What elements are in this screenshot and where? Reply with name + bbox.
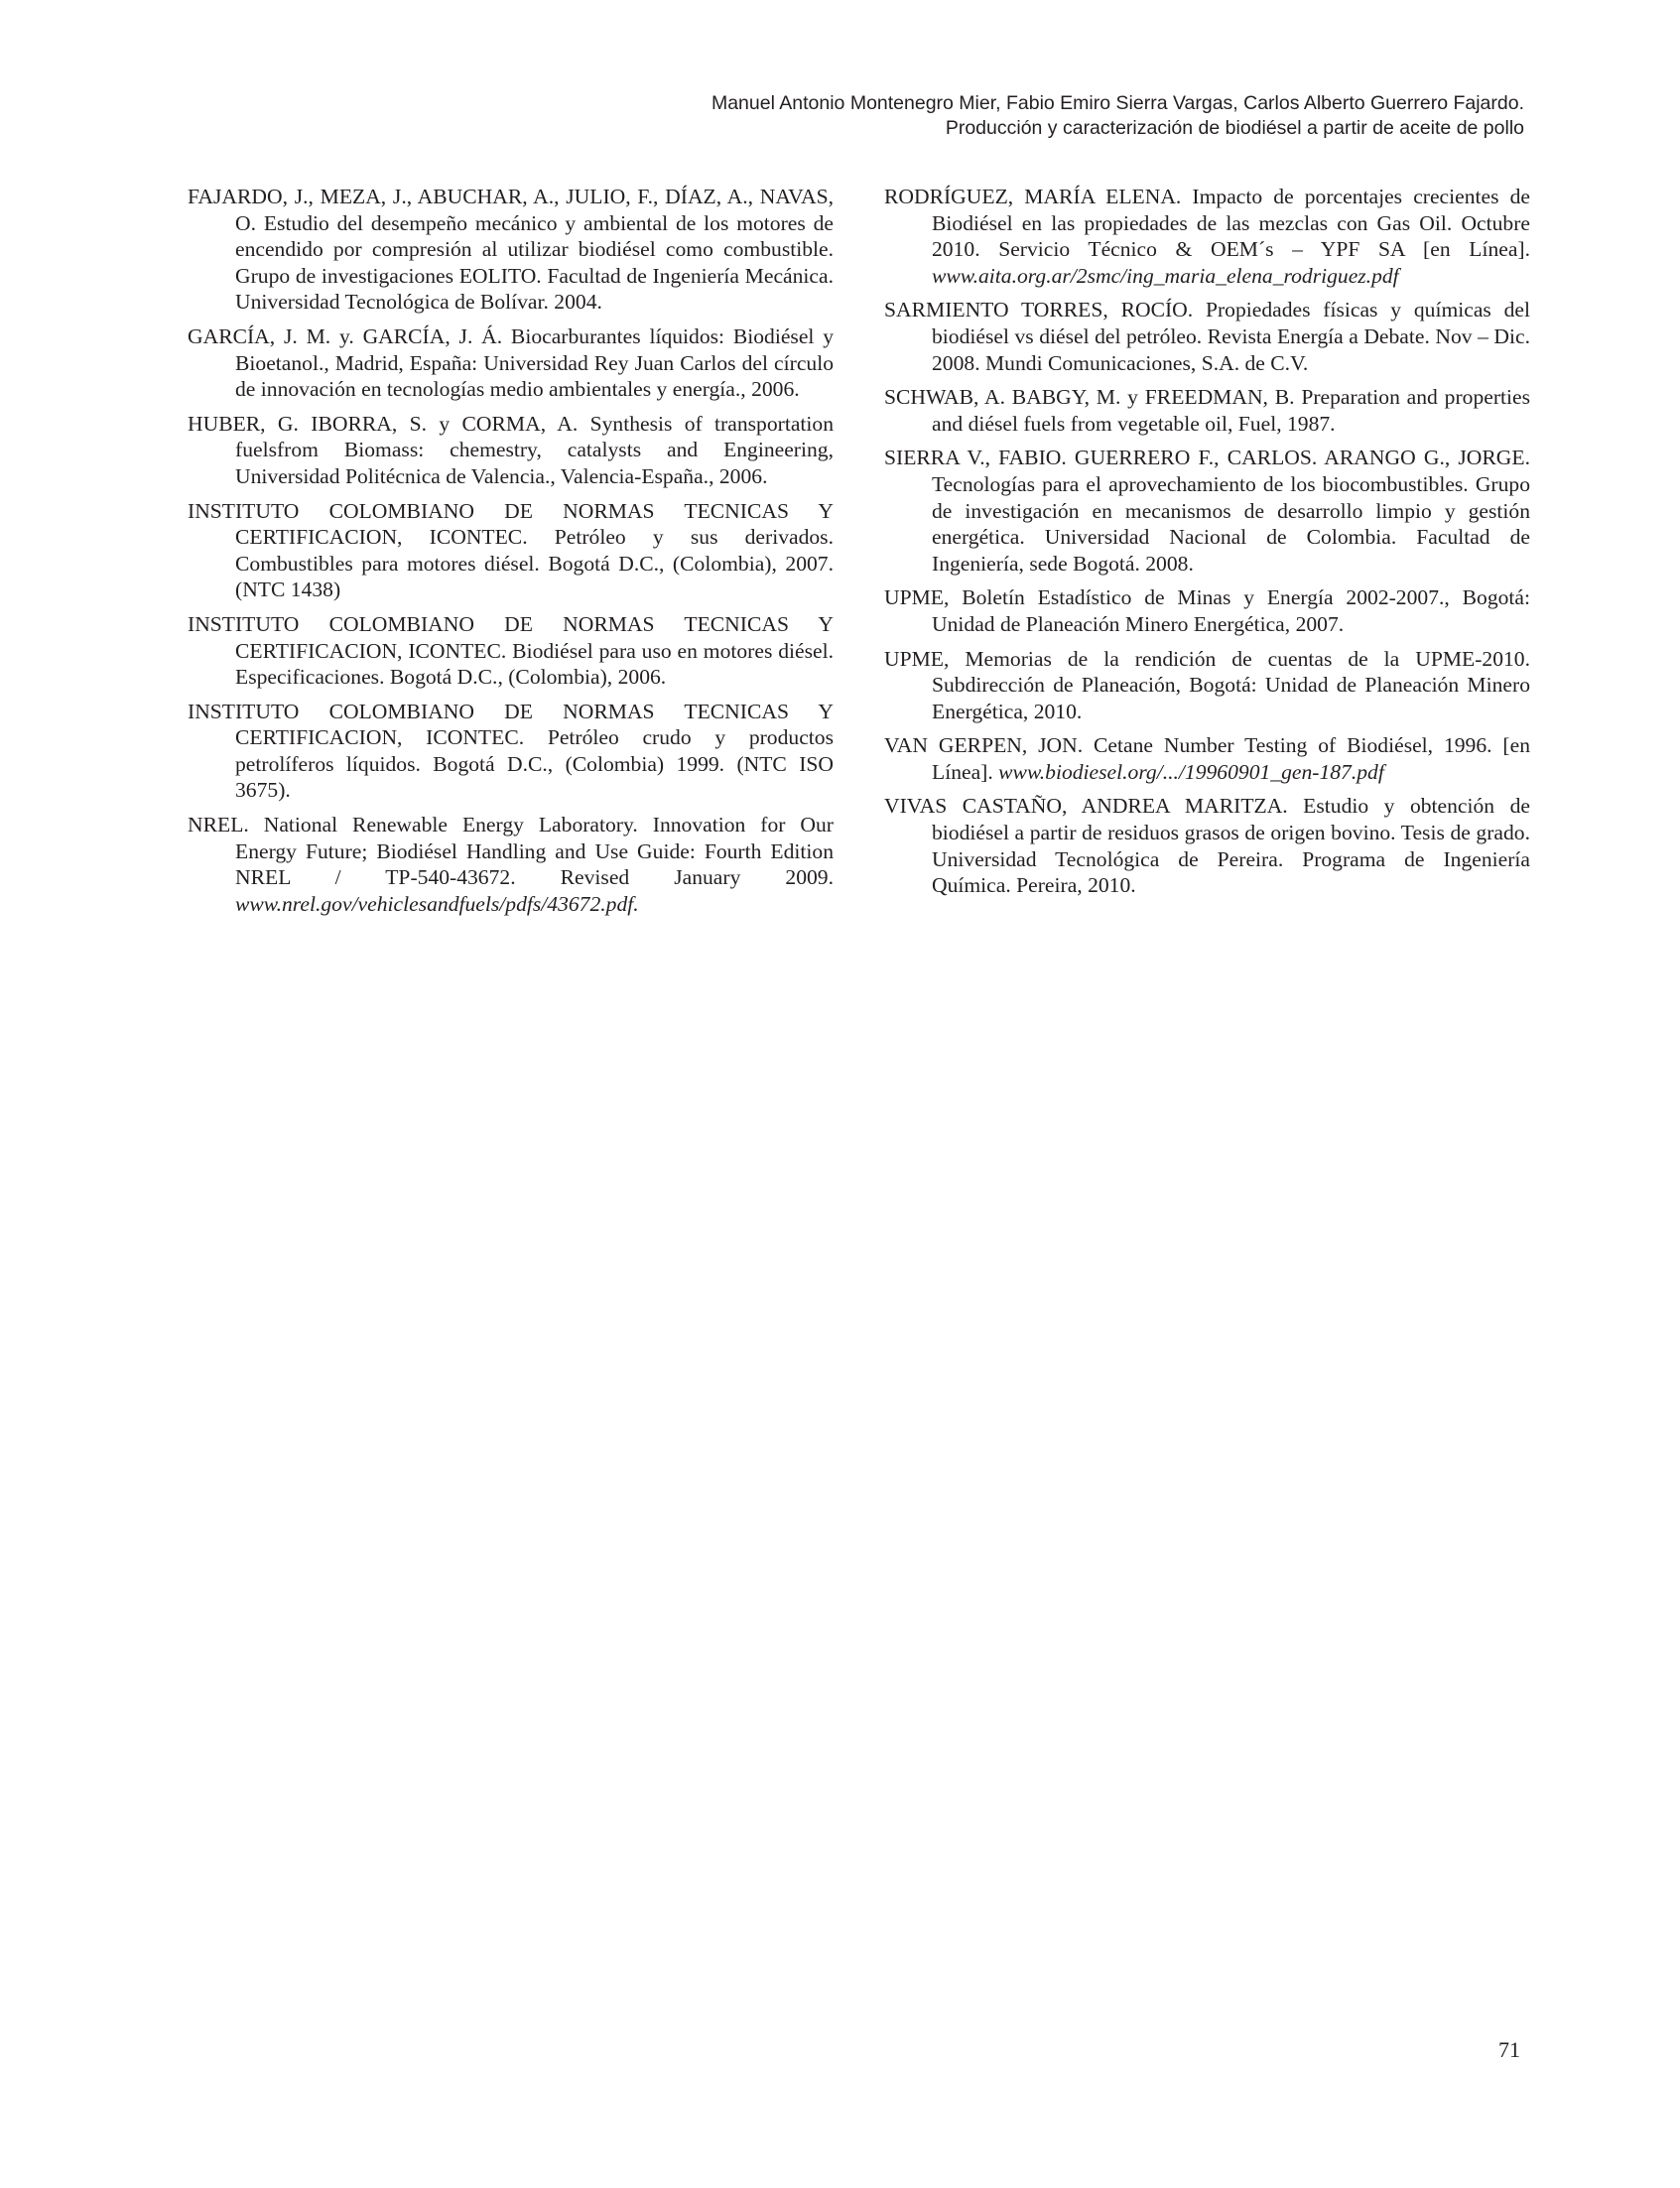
reference-text: SIERRA V., FABIO. GUERRERO F., CARLOS. ARANGO G., JORGE. Tecnologías para el aprovechamiento de los biocombustibles. Grupo de investigación en mecanismos de desarrollo limpio y gestión energética. Universidad Nacional de Colombia. Facultad de Ingeniería, sede Bogotá. 2008. <box>884 446 1530 576</box>
reference-entry <box>188 498 834 603</box>
reference-entry <box>188 611 834 691</box>
reference-text: GARCÍA, J. M. y. GARCÍA, J. Á. Biocarburantes líquidos: Biodiésel y Bioetanol., Madrid, España: Universidad Rey Juan Carlos del círculo de innovación en tecnologías medio ambientales y energía., 2006. <box>188 323 834 402</box>
reference-url[interactable]: www.nrel.gov/vehiclesandfuels/pdfs/43672.pdf. <box>235 891 639 916</box>
references-left-column <box>188 184 834 925</box>
reference-text: VIVAS CASTAÑO, ANDREA MARITZA. Estudio y obtención de biodiésel a partir de residuos grasos de origen bovino. Tesis de grado. Universidad Tecnológica de Pereira. Programa de Ingeniería Química. Pereira, 2010. <box>884 794 1530 898</box>
reference-text: NREL. National Renewable Energy Laboratory. Innovation for Our Energy Future; Biodiésel Handling and Use Guide: Fourth Edition NREL / TP-540-43672. Revised January 2009. <box>188 813 834 890</box>
running-header <box>532 91 1524 141</box>
reference-entry <box>884 732 1530 785</box>
reference-text: SCHWAB, A. BABGY, M. y FREEDMAN, B. Preparation and properties and diésel fuels from vegetable oil, Fuel, 1987. <box>884 385 1530 436</box>
reference-entry <box>884 646 1530 725</box>
reference-entry <box>884 297 1530 376</box>
reference-entry <box>188 184 834 316</box>
reference-text: INSTITUTO COLOMBIANO DE NORMAS TECNICAS Y CERTIFICACION, ICONTEC. Biodiésel para uso en motores diésel. Especificaciones. Bogotá D.C., (Colombia), 2006. <box>188 611 834 690</box>
reference-text: VAN GERPEN, JON. Cetane Number Testing of Biodiésel, 1996. [en Línea]. <box>884 733 1530 784</box>
reference-text: SARMIENTO TORRES, ROCÍO. Propiedades físicas y químicas del biodiésel vs diésel del petróleo. Revista Energía a Debate. Nov – Dic. 2008. Mundi Comunicaciones, S.A. de C.V. <box>884 298 1530 375</box>
reference-entry <box>884 384 1530 437</box>
reference-entry <box>884 584 1530 637</box>
header-article-title: Producción y caracterización de biodiésel a partir de aceite de pollo <box>945 117 1524 139</box>
reference-text: INSTITUTO COLOMBIANO DE NORMAS TECNICAS Y CERTIFICACION, ICONTEC. Petróleo crudo y productos petrolíferos líquidos. Bogotá D.C., (Colombia) 1999. (NTC ISO 3675). <box>188 699 834 803</box>
references-right-column <box>884 184 1530 907</box>
reference-text: RODRÍGUEZ, MARÍA ELENA. Impacto de porcentajes crecientes de Biodiésel en las propiedades de las mezclas con Gas Oil. Octubre 2010. Servicio Técnico & OEM´s – YPF SA [en Línea]. <box>884 185 1530 262</box>
reference-entry <box>188 323 834 403</box>
reference-entry <box>884 184 1530 289</box>
reference-text: UPME, Memorias de la rendición de cuentas de la UPME-2010. Subdirección de Planeación, Bogotá: Unidad de Planeación Minero Energética, 2010. <box>884 646 1530 723</box>
reference-entry <box>884 793 1530 898</box>
page-number: 71 <box>1498 2037 1520 2062</box>
reference-entry <box>188 699 834 804</box>
reference-text: UPME, Boletín Estadístico de Minas y Energía 2002-2007., Bogotá: Unidad de Planeación Minero Energética, 2007. <box>884 585 1530 636</box>
reference-url[interactable]: www.aita.org.ar/2smc/ing_maria_elena_rodriguez.pdf <box>932 263 1399 288</box>
reference-entry <box>188 411 834 490</box>
reference-entry <box>188 812 834 917</box>
reference-text: INSTITUTO COLOMBIANO DE NORMAS TECNICAS Y CERTIFICACION, ICONTEC. Petróleo y sus derivados. Combustibles para motores diésel. Bogotá D.C., (Colombia), 2007. (NTC 1438) <box>188 498 834 602</box>
reference-text: HUBER, G. IBORRA, S. y CORMA, A. Synthesis of transportation fuelsfrom Biomass: chemestry, catalysts and Engineering, Universidad Politécnica de Valencia., Valencia-España., 2006. <box>188 411 834 488</box>
reference-text: FAJARDO, J., MEZA, J., ABUCHAR, A., JULIO, F., DÍAZ, A., NAVAS, O. Estudio del desempeño mecánico y ambiental de los motores de encendido por compresión al utilizar biodiésel como combustible. Grupo de investigaciones EOLITO. Facultad de Ingeniería Mecánica. Universidad Tecnológica de Bolívar. 2004. <box>188 185 834 315</box>
reference-entry <box>884 445 1530 577</box>
header-authors: Manuel Antonio Montenegro Mier, Fabio Emiro Sierra Vargas, Carlos Alberto Guerrero Fajardo. <box>711 92 1524 114</box>
reference-url[interactable]: www.biodiesel.org/.../19960901_gen-187.pdf <box>998 759 1384 784</box>
